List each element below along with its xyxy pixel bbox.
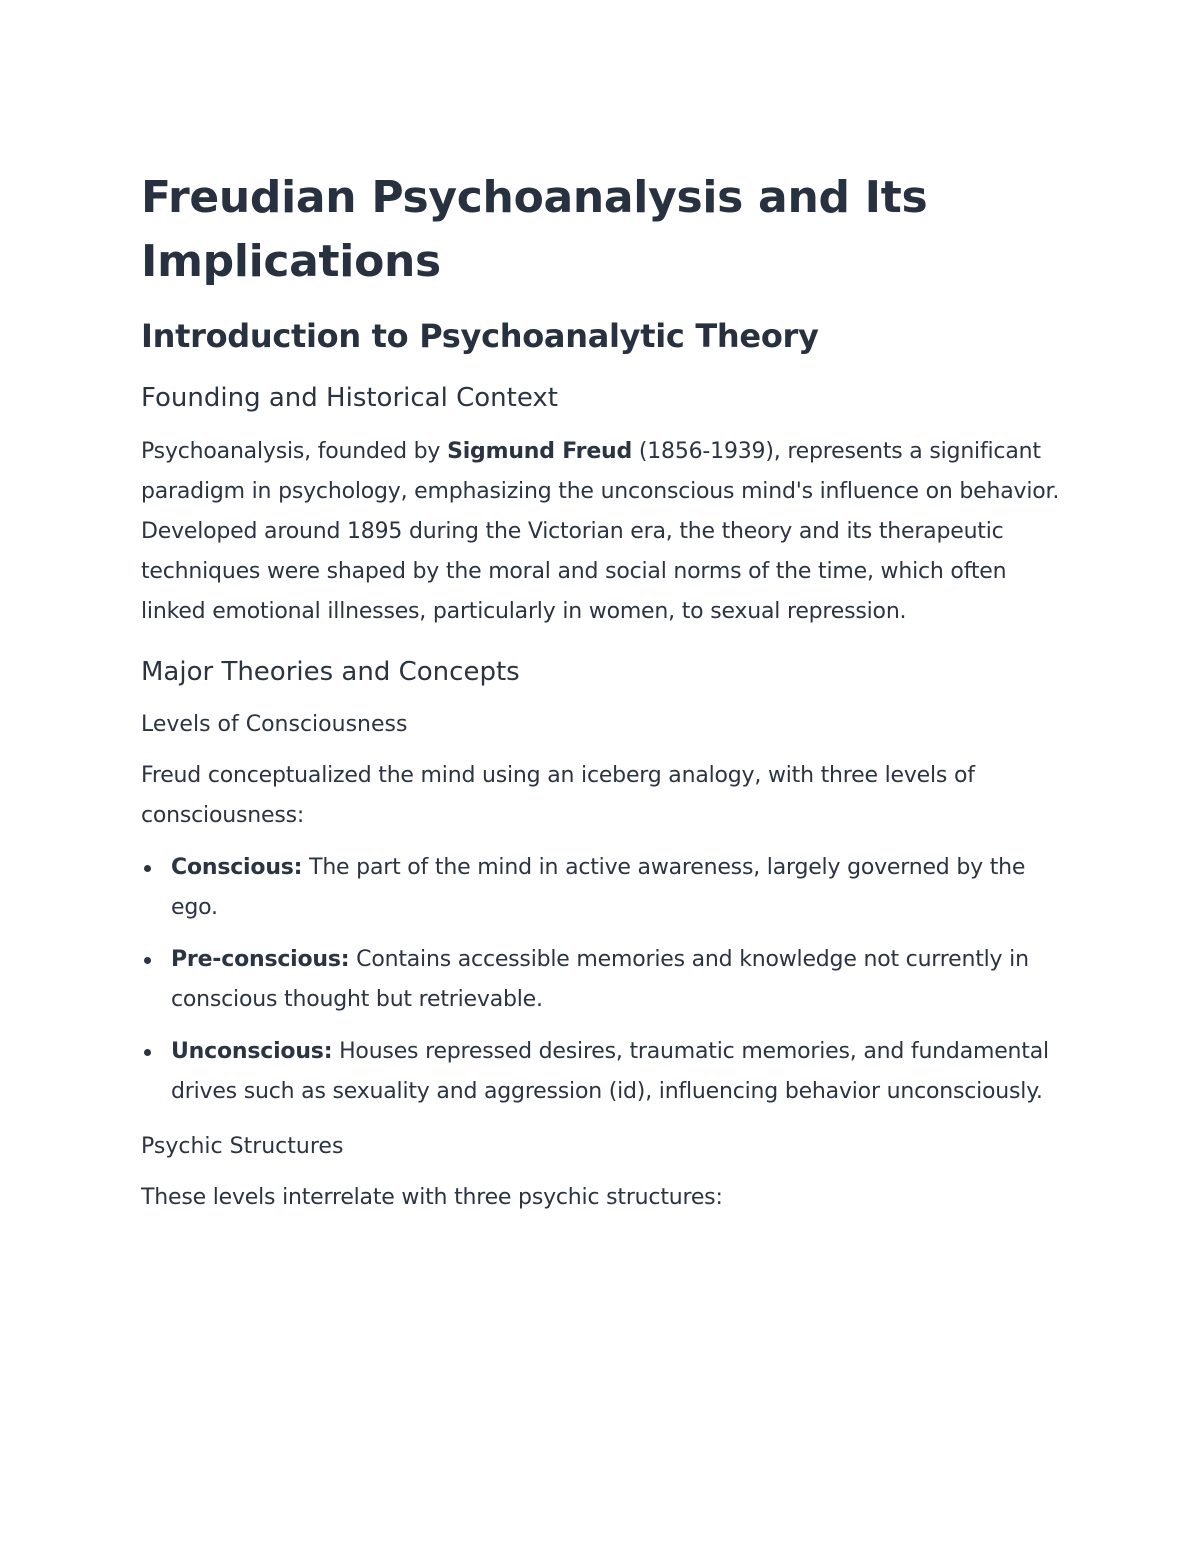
list-item-text: Houses repressed desires, traumatic memories, and fundamental drives such as sexuality and aggression (id), influencing behavior unconsciously. xyxy=(171,1039,1049,1104)
list-item-pre-conscious xyxy=(141,940,1061,1020)
list-item-unconscious xyxy=(141,1032,1061,1112)
list-item-term: Unconscious: xyxy=(171,1039,333,1064)
bullet-dot xyxy=(144,865,151,872)
list-item-conscious xyxy=(141,848,1061,928)
document-page xyxy=(141,166,1061,1218)
founding-paragraph-pre: Psychoanalysis, founded by xyxy=(141,439,448,464)
heading-levels-of-consciousness: Levels of Consciousness xyxy=(141,712,408,737)
bullet-dot xyxy=(144,1049,151,1056)
document-title: Freudian Psychoanalysis and Its Implications xyxy=(141,172,928,287)
list-item-text: Contains accessible memories and knowledge not currently in conscious thought but retrievable. xyxy=(171,947,1029,1012)
levels-list xyxy=(141,848,1061,1112)
founding-paragraph xyxy=(141,432,1061,632)
founding-paragraph-bold-name: Sigmund Freud xyxy=(447,439,633,464)
heading-psychic-structures: Psychic Structures xyxy=(141,1134,344,1159)
list-item-term: Conscious: xyxy=(171,855,303,880)
levels-intro-paragraph: Freud conceptualized the mind using an iceberg analogy, with three levels of consciousness: xyxy=(141,763,975,828)
subsection-heading-founding: Founding and Historical Context xyxy=(141,383,558,413)
bullet-dot xyxy=(144,957,151,964)
list-item-text: The part of the mind in active awareness, largely governed by the ego. xyxy=(171,855,1026,920)
founding-paragraph-post: (1856-1939), represents a significant paradigm in psychology, emphasizing the unconscious mind's influence on behavior. Developed around 1895 during the Victorian era, the theory and its therapeutic techniques were shaped by the moral and social norms of the time, which often linked emotional illnesses, particularly in women, to sexual repression. xyxy=(141,439,1060,624)
structures-intro-paragraph: These levels interrelate with three psychic structures: xyxy=(141,1185,723,1210)
subsection-heading-major-theories: Major Theories and Concepts xyxy=(141,657,520,687)
list-item-term: Pre-conscious: xyxy=(171,947,350,972)
section-heading-introduction: Introduction to Psychoanalytic Theory xyxy=(141,317,819,355)
